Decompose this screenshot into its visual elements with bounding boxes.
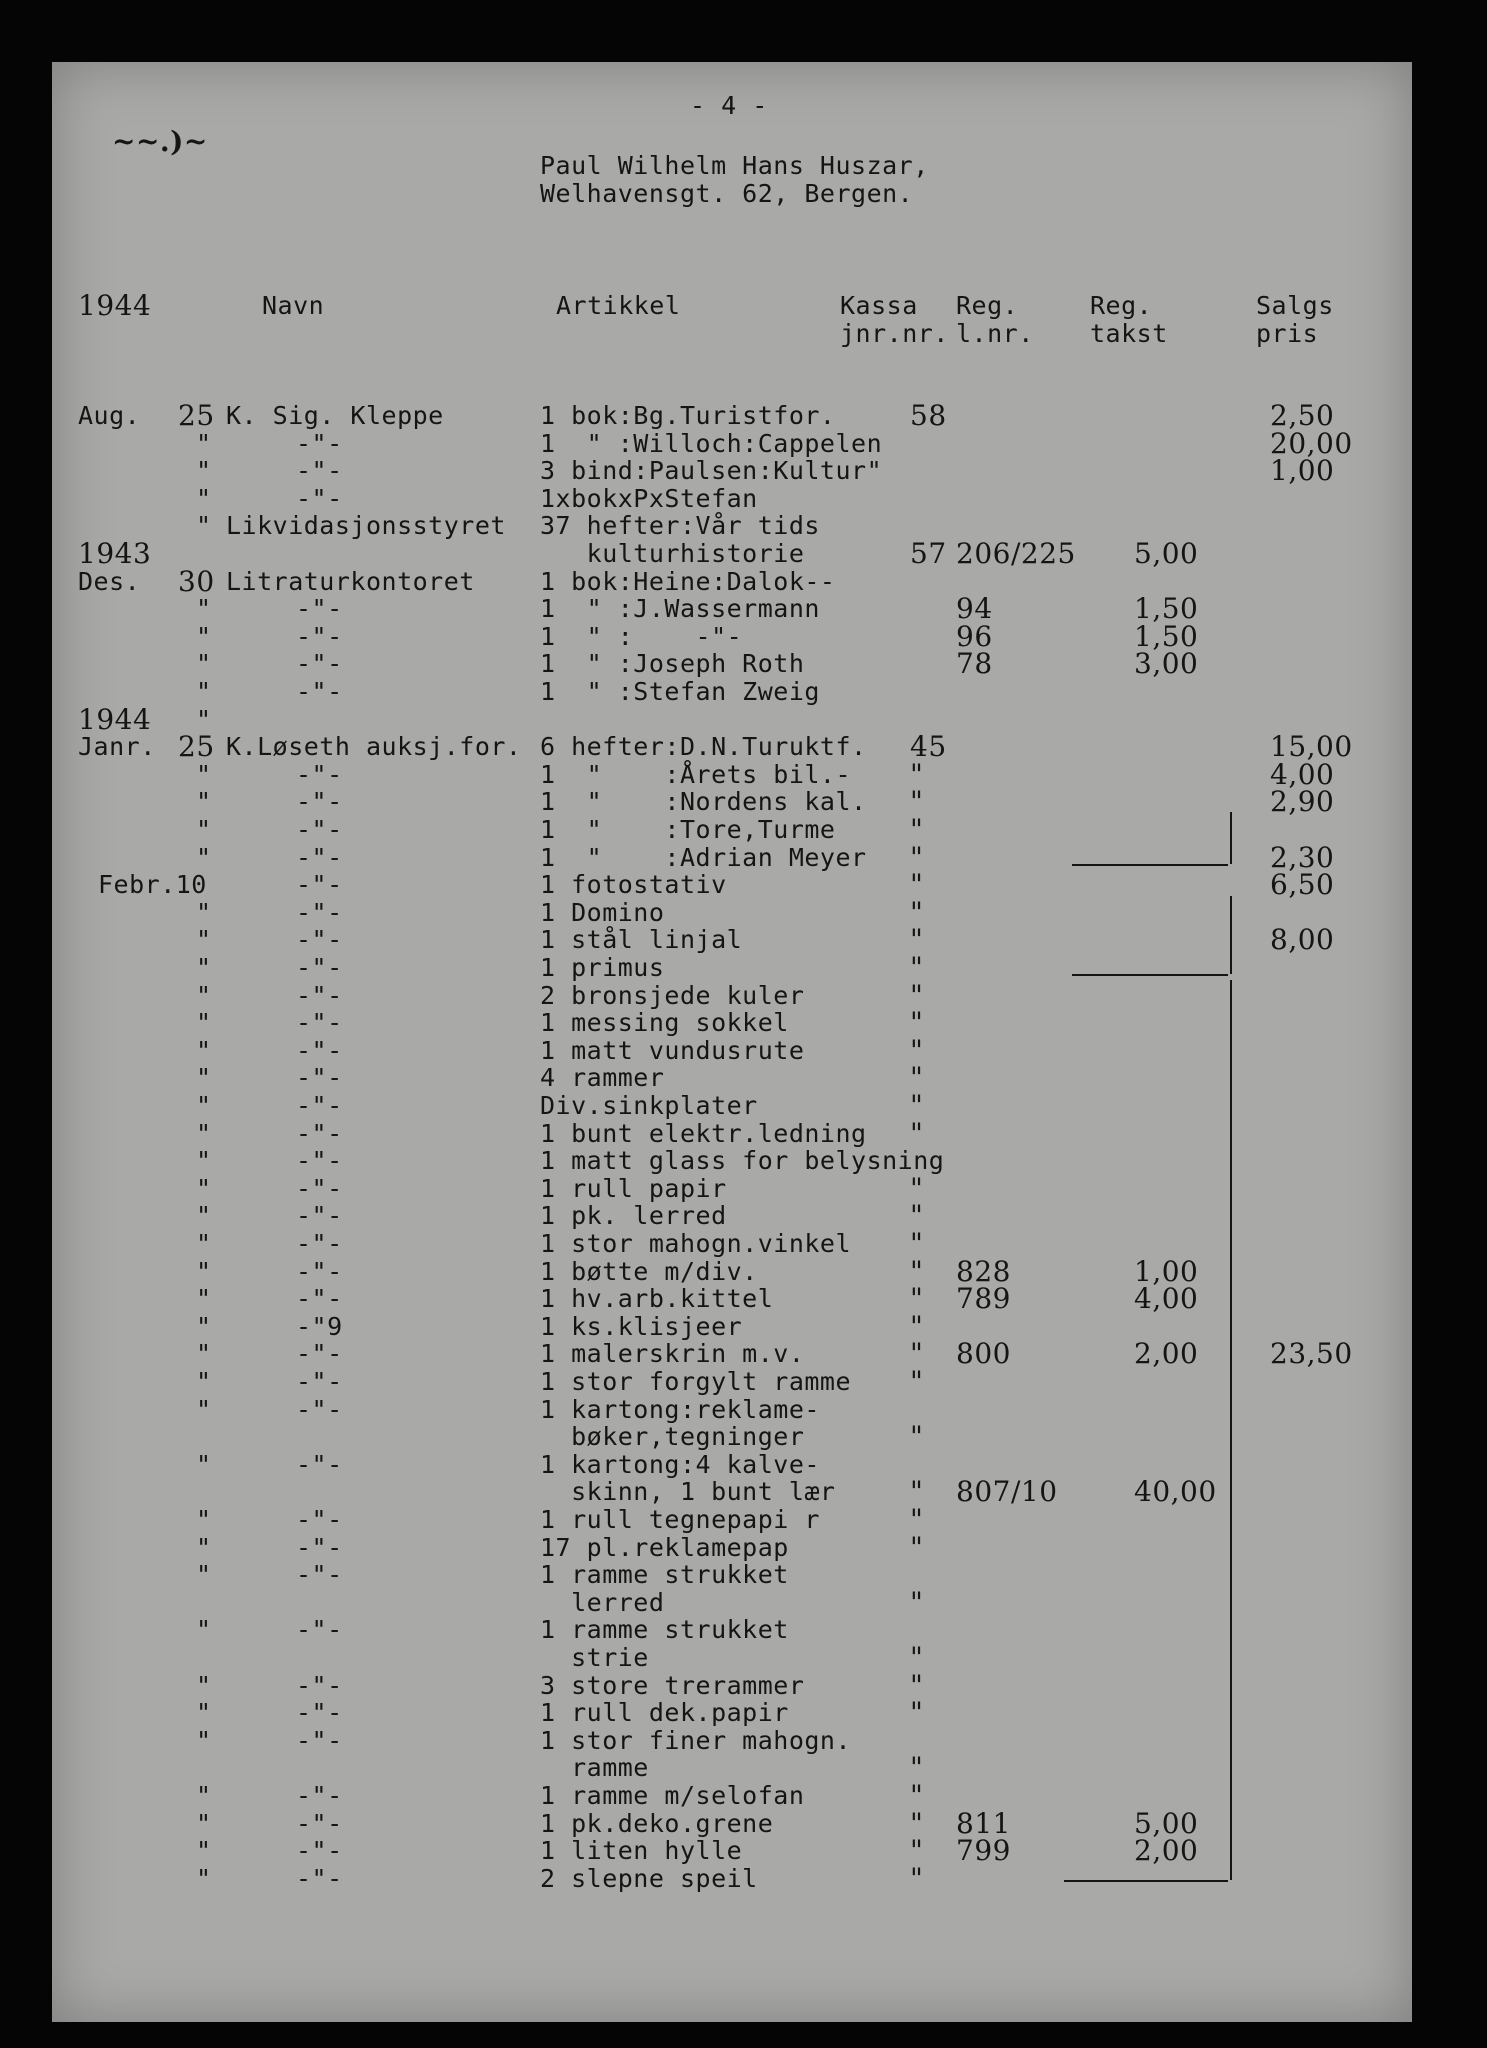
navn-cell: -"- [296,1809,343,1838]
reg-lnr-cell: 828 [956,1255,1011,1288]
ditto-mark: " [196,484,212,513]
artikkel-cell: 1 stor finer mahogn. [540,1726,852,1755]
navn-cell: -"- [296,1560,343,1589]
year-cell: 1943 [78,537,152,570]
header-reg-takst: Reg. [1090,291,1153,320]
artikkel-cell: 1 bok:Heine:Dalok-- [540,567,836,596]
navn-cell: -"- [296,484,343,513]
kassa-cell: " [910,1310,924,1343]
artikkel-cell: 1 rull dek.papir [540,1698,789,1727]
artikkel-cell: 1 bøtte m/div. [540,1257,758,1286]
ditto-mark: " [196,1339,212,1368]
navn-cell: -"- [296,1698,343,1727]
kassa-cell: " [910,1779,924,1812]
artikkel-cell: ramme [540,1753,649,1782]
artikkel-cell: bøker,tegninger [540,1422,805,1451]
artikkel-cell: skinn, 1 bunt lær [540,1477,836,1506]
navn-cell: -"- [296,1146,343,1175]
kassa-cell: 57 [910,537,947,570]
ditto-mark: " [196,1505,212,1534]
navn-cell: -"- [296,870,343,899]
group-brace [1222,896,1232,974]
kassa-cell: " [910,1834,924,1867]
navn-cell: Litraturkontoret [226,567,475,596]
artikkel-cell: 1 " :J.Wassermann [540,594,820,623]
kassa-cell: " [910,896,924,929]
navn-cell: -"- [296,1450,343,1479]
navn-cell: -"- [296,981,343,1010]
kassa-cell: " [910,841,924,874]
navn-cell: -"- [296,1201,343,1230]
kassa-cell: " [910,1586,924,1619]
artikkel-cell: 1 " :Adrian Meyer [540,843,867,872]
navn-cell: -"- [296,815,343,844]
artikkel-cell: 3 bind:Paulsen:Kultur" [540,456,883,485]
navn-cell: -"- [296,898,343,927]
navn-cell: Likvidasjonsstyret [226,511,506,540]
navn-cell: -"- [296,1174,343,1203]
ditto-mark: " [196,981,212,1010]
kassa-cell: " [910,1862,924,1895]
reg-takst-cell: 2,00 [1134,1337,1199,1370]
artikkel-cell: 1 hv.arb.kittel [540,1284,774,1313]
ditto-mark: " [196,1671,212,1700]
kassa-cell: " [910,979,924,1012]
artikkel-cell: 1 rull tegnepapi r [540,1505,820,1534]
artikkel-cell: 1 ramme strukket [540,1560,789,1589]
artikkel-cell: 2 slepne speil [540,1864,758,1893]
header-reg-lnr-sub: l.nr. [956,319,1034,348]
ditto-mark: " [196,815,212,844]
artikkel-cell: 1 liten hylle [540,1836,743,1865]
reg-lnr-cell: 807/10 [956,1475,1058,1508]
navn-cell: -"- [296,1505,343,1534]
artikkel-cell: 1 malerskrin m.v. [540,1339,805,1368]
month-cell: Janr. [78,732,156,761]
ditto-mark: " [196,1091,212,1120]
kassa-cell: " [910,1475,924,1508]
artikkel-cell: kulturhistorie [540,539,805,568]
artikkel-cell: 1 " :Tore,Turme [540,815,836,844]
ditto-mark: " [196,843,212,872]
salgspris-cell: 23,50 [1270,1337,1353,1370]
reg-takst-cell: 1,50 [1134,620,1199,653]
navn-cell: -"- [296,649,343,678]
header-salgspris: Salgs [1256,291,1334,320]
ditto-mark: " [196,1201,212,1230]
reg-lnr-cell: 811 [956,1807,1011,1840]
artikkel-cell: 1 ramme strukket [540,1615,789,1644]
artikkel-cell: 1 pk.deko.grene [540,1809,774,1838]
navn-cell: -"- [296,1836,343,1865]
artikkel-cell: 1 " :Stefan Zweig [540,677,820,706]
ditto-mark: " [196,1395,212,1424]
header-reg-lnr: Reg. [956,291,1019,320]
ditto-mark: " [196,622,212,651]
ditto-mark: " [196,1781,212,1810]
artikkel-cell: 1 " :Joseph Roth [540,649,805,678]
navn-cell: -"- [296,456,343,485]
navn-cell: -"- [296,760,343,789]
kassa-cell: " [910,758,924,791]
ditto-mark: " [196,1284,212,1313]
navn-cell: -"- [296,1091,343,1120]
page-number: - 4 - [690,91,768,120]
header-salgspris-sub: pris [1256,319,1319,348]
header-kassa-sub: jnr.nr. [840,319,949,348]
ditto-mark: " [196,1836,212,1865]
day-cell: 30 [178,565,215,598]
salgspris-cell: 2,90 [1270,785,1335,818]
navn-cell: -"- [296,1395,343,1424]
reg-takst-cell: 3,00 [1134,647,1199,680]
reg-lnr-cell: 789 [956,1282,1011,1315]
ditto-mark: " [196,1229,212,1258]
reg-lnr-cell: 78 [956,647,993,680]
artikkel-cell: 1 " :Nordens kal. [540,787,867,816]
kassa-cell: " [910,1006,924,1039]
reg-lnr-cell: 206/225 [956,537,1076,570]
artikkel-cell: 1 kartong:reklame- [540,1395,820,1424]
ditto-mark: " [196,1174,212,1203]
artikkel-cell: 1 rull papir [540,1174,727,1203]
kassa-cell: " [910,951,924,984]
reg-takst-cell: 5,00 [1134,537,1199,570]
ditto-mark: " [196,925,212,954]
subtotal-line [1064,1880,1228,1882]
owner-name: Paul Wilhelm Hans Huszar, [540,151,929,180]
ditto-mark: " [196,677,212,706]
corner-scribble: ~~.)~ [112,125,208,158]
navn-cell: -"- [296,1284,343,1313]
kassa-cell: " [910,1641,924,1674]
navn-cell: -"- [296,953,343,982]
navn-cell: -"- [296,787,343,816]
ditto-mark: " [196,649,212,678]
artikkel-cell: 1 kartong:4 kalve- [540,1450,820,1479]
navn-cell: K. Sig. Kleppe [226,401,444,430]
ditto-mark: " [196,705,212,734]
artikkel-cell: 1 messing sokkel [540,1008,789,1037]
kassa-cell: " [910,1061,924,1094]
kassa-cell: " [910,1337,924,1370]
salgspris-cell: 15,00 [1270,730,1353,763]
kassa-cell: 45 [910,730,947,763]
header-navn: Navn [262,291,325,320]
artikkel-cell: 1 ramme m/selofan [540,1781,805,1810]
artikkel-cell: lerred [540,1588,665,1617]
navn-cell: -"9 [296,1312,343,1341]
salgspris-cell: 2,50 [1270,399,1335,432]
artikkel-cell: 1 " :Willoch:Cappelen [540,429,883,458]
artikkel-cell: 37 hefter:Vår tids [540,511,820,540]
artikkel-cell: 1 matt vundusrute [540,1036,805,1065]
ditto-mark: " [196,511,212,540]
navn-cell: -"- [296,622,343,651]
kassa-cell: " [910,1365,924,1398]
navn-cell: -"- [296,843,343,872]
month-cell: Febr.10 [98,870,207,899]
artikkel-cell: 1 stål linjal [540,925,743,954]
artikkel-cell: 1 pk. lerred [540,1201,727,1230]
ditto-mark: " [196,1367,212,1396]
artikkel-cell: 1 " :Årets bil.- [540,760,852,789]
artikkel-cell: 1 stor forgylt ramme [540,1367,852,1396]
artikkel-cell: 1 ks.klisjeer [540,1312,743,1341]
navn-cell: -"- [296,1726,343,1755]
kassa-cell: " [910,1420,924,1453]
salgspris-cell: 8,00 [1270,923,1335,956]
artikkel-cell: 17 pl.reklamepap [540,1533,789,1562]
ditto-mark: " [196,1726,212,1755]
artikkel-cell: 1 " : -"- [540,622,743,651]
artikkel-cell: 2 bronsjede kuler [540,981,805,1010]
navn-cell: -"- [296,1008,343,1037]
kassa-cell: 58 [910,399,947,432]
artikkel-cell: 1 fotostativ [540,870,727,899]
header-artikkel: Artikkel [556,291,681,320]
reg-takst-cell: 4,00 [1134,1282,1199,1315]
reg-lnr-cell: 94 [956,592,993,625]
navn-cell: K.Løseth auksj.for. [226,732,522,761]
reg-takst-cell: 1,00 [1134,1255,1199,1288]
ditto-mark: " [196,898,212,927]
kassa-cell: " [910,1255,924,1288]
header-reg-takst-sub: takst [1090,319,1168,348]
salgspris-cell: 6,50 [1270,868,1335,901]
salgspris-cell: 20,00 [1270,427,1353,460]
kassa-cell: " [910,1669,924,1702]
day-cell: 25 [178,730,215,763]
navn-cell: -"- [296,1533,343,1562]
ditto-mark: " [196,1560,212,1589]
ditto-mark: " [196,1036,212,1065]
artikkel-cell: 1 bunt elektr.ledning [540,1119,867,1148]
salgspris-cell: 4,00 [1270,758,1335,791]
kassa-cell: " [910,1503,924,1536]
reg-takst-cell: 2,00 [1134,1834,1199,1867]
group-brace [1222,980,1232,1880]
artikkel-cell: 6 hefter:D.N.Turuktf. [540,732,867,761]
artikkel-cell: Div.sinkplater [540,1091,758,1120]
subtotal-line [1072,974,1228,976]
ditto-mark: " [196,594,212,623]
ditto-mark: " [196,429,212,458]
artikkel-cell: 1 bok:Bg.Turistfor. [540,401,836,430]
navn-cell: -"- [296,1781,343,1810]
ditto-mark: " [196,1698,212,1727]
kassa-cell: " [910,1531,924,1564]
navn-cell: -"- [296,1615,343,1644]
navn-cell: -"- [296,1339,343,1368]
ditto-mark: " [196,1257,212,1286]
kassa-cell: " [910,1117,924,1150]
artikkel-cell: 1 stor mahogn.vinkel [540,1229,852,1258]
subtotal-line [1072,864,1228,866]
navn-cell: -"- [296,1367,343,1396]
owner-address: Welhavensgt. 62, Bergen. [540,179,914,208]
kassa-cell: " [910,1227,924,1260]
year-cell: 1944 [78,703,152,736]
ditto-mark: " [196,1533,212,1562]
navn-cell: -"- [296,1257,343,1286]
navn-cell: -"- [296,1063,343,1092]
artikkel-cell: 1 matt glass for belysning [540,1146,945,1175]
month-cell: Aug. [78,401,141,430]
kassa-cell: " [910,1807,924,1840]
ditto-mark: " [196,953,212,982]
reg-takst-cell: 5,00 [1134,1807,1199,1840]
ditto-mark: " [196,760,212,789]
ditto-mark: " [196,456,212,485]
header-year: 1944 [78,289,152,322]
kassa-cell: " [910,923,924,956]
navn-cell: -"- [296,677,343,706]
artikkel-cell: strie [540,1643,649,1672]
month-cell: Des. [78,567,141,596]
navn-cell: -"- [296,1864,343,1893]
navn-cell: -"- [296,1671,343,1700]
ditto-mark: " [196,1119,212,1148]
kassa-cell: " [910,1199,924,1232]
salgspris-cell: 2,30 [1270,841,1335,874]
reg-lnr-cell: 800 [956,1337,1011,1370]
kassa-cell: " [910,1089,924,1122]
ditto-mark: " [196,1809,212,1838]
kassa-cell: " [910,785,924,818]
artikkel-cell: 1 Domino [540,898,665,927]
artikkel-cell: 1xbokxPxStefan [540,484,758,513]
reg-takst-cell: 40,00 [1134,1475,1217,1508]
artikkel-cell: 1 primus [540,953,665,982]
artikkel-cell: 3 store trerammer [540,1671,805,1700]
header-kassa: Kassa [840,291,918,320]
navn-cell: -"- [296,594,343,623]
navn-cell: -"- [296,1229,343,1258]
reg-takst-cell: 1,50 [1134,592,1199,625]
navn-cell: -"- [296,1036,343,1065]
reg-lnr-cell: 799 [956,1834,1011,1867]
salgspris-cell: 1,00 [1270,454,1335,487]
kassa-cell: " [910,1172,924,1205]
kassa-cell: " [910,1696,924,1729]
kassa-cell: " [910,1751,924,1784]
kassa-cell: " [910,813,924,846]
kassa-cell: " [910,1034,924,1067]
ditto-mark: " [196,1450,212,1479]
ditto-mark: " [196,1063,212,1092]
group-brace [1222,812,1232,864]
navn-cell: -"- [296,1119,343,1148]
kassa-cell: " [910,1282,924,1315]
navn-cell: -"- [296,429,343,458]
artikkel-cell: 4 rammer [540,1063,665,1092]
ditto-mark: " [196,1146,212,1175]
kassa-cell: " [910,868,924,901]
navn-cell: -"- [296,925,343,954]
ditto-mark: " [196,1312,212,1341]
day-cell: 25 [178,399,215,432]
ditto-mark: " [196,1615,212,1644]
ditto-mark: " [196,1008,212,1037]
ditto-mark: " [196,1864,212,1893]
ditto-mark: " [196,787,212,816]
reg-lnr-cell: 96 [956,620,993,653]
